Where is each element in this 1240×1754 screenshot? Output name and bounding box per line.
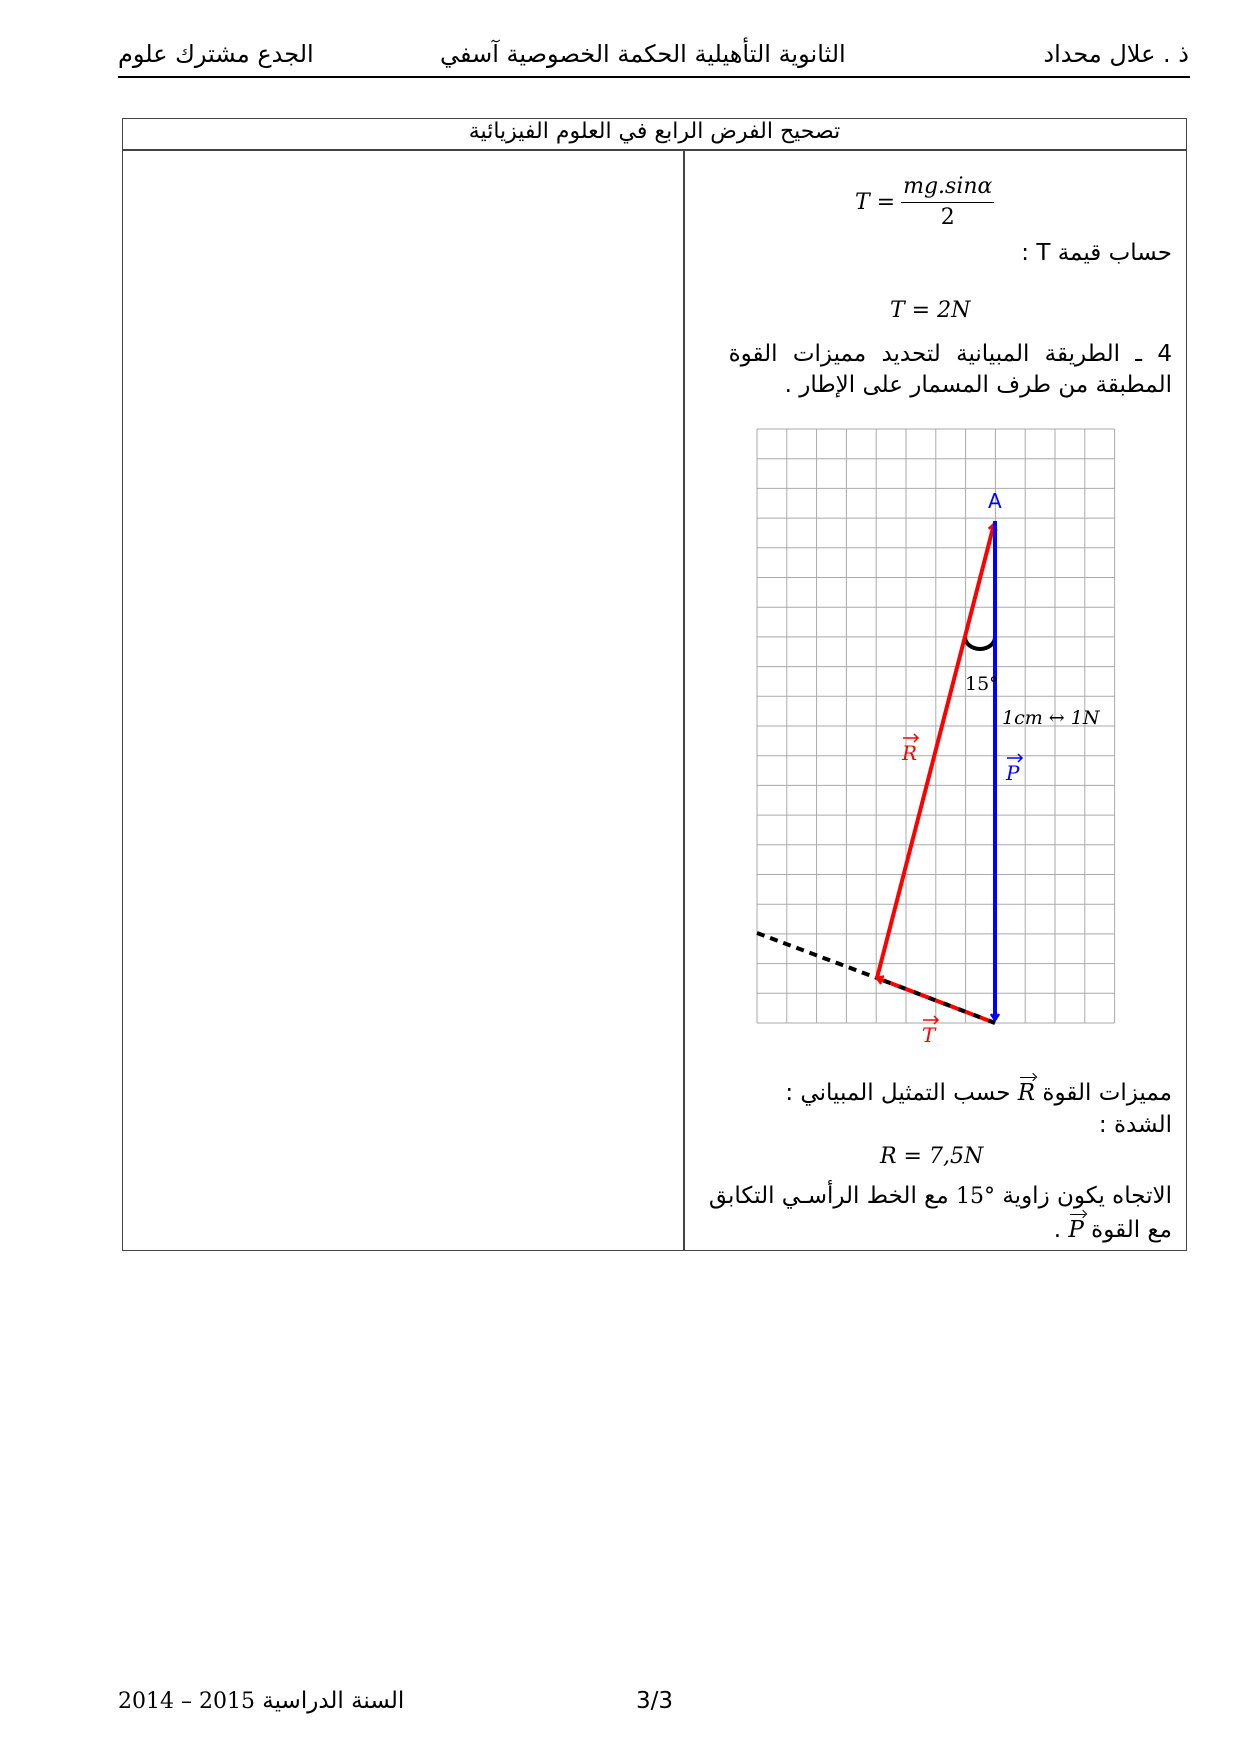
school-year: [118, 1688, 404, 1714]
features-line: [785, 1080, 1172, 1106]
direction-line1: [709, 1183, 1172, 1209]
intensity-label: الشدة :: [1098, 1112, 1172, 1138]
formula-denominator: 2: [940, 205, 955, 230]
R-result: R = 7,5N: [880, 1144, 984, 1169]
direction-text-a: الاتجاه يكون زاوية: [1002, 1183, 1172, 1209]
direction-text-b: مع الخط الرأسـي التكابق: [708, 1183, 949, 1209]
direction-line2: [1054, 1217, 1172, 1243]
school-year-label: السنة الدراسية: [262, 1688, 405, 1714]
formula-lhs: T =: [855, 189, 896, 215]
features-suffix: حسب التمثيل المبياني :: [785, 1080, 1011, 1106]
direction-angle: 15°: [956, 1184, 996, 1209]
page-number: 3/3: [636, 1688, 674, 1714]
P-label: P: [1006, 761, 1020, 785]
tension-formula: [855, 174, 994, 230]
T-label: T: [922, 1023, 936, 1047]
features-prefix: مميزات القوة: [1042, 1080, 1172, 1106]
T-result: T = 2N: [890, 298, 971, 323]
scale-label: 1cm ↔ 1N: [1002, 707, 1100, 729]
q4-line2: المطبقة من طرف المسمار على الإطار .: [784, 372, 1172, 398]
formula-fraction: [901, 174, 994, 230]
direction-text-c: مع القوة: [1091, 1217, 1172, 1243]
calc-T-label: حساب قيمة T :: [1021, 240, 1172, 266]
table-title: تصحيح الفرض الرابع في العلوم الفيزيائية: [468, 119, 841, 144]
school-year-value: 2014 – 2015: [118, 1689, 255, 1714]
direction-period: .: [1053, 1217, 1062, 1243]
direction-vector-P: P: [1068, 1217, 1084, 1243]
header-rule: [118, 76, 1190, 78]
point-A-label: A: [988, 489, 1002, 513]
table-divider-column: [683, 149, 685, 1251]
q4-line1: 4 ـ الطريقة المبيانية لتحديد مميزات القوة: [728, 341, 1172, 367]
school-name: الثانوية التأهيلية الحكمة الخصوصية آسفي: [440, 40, 846, 68]
force-diagram: [740, 420, 1140, 1050]
class-level: الجدع مشترك علوم: [118, 40, 314, 68]
features-vector-R: R: [1017, 1080, 1036, 1106]
teacher-name: ذ . علال محداد: [1043, 40, 1189, 68]
R-label: R: [902, 741, 918, 765]
angle-label: 15°: [965, 673, 999, 695]
angle-arc: [965, 637, 995, 649]
table-divider-row: [122, 149, 1187, 151]
formula-numerator: mg.sinα: [901, 174, 994, 203]
